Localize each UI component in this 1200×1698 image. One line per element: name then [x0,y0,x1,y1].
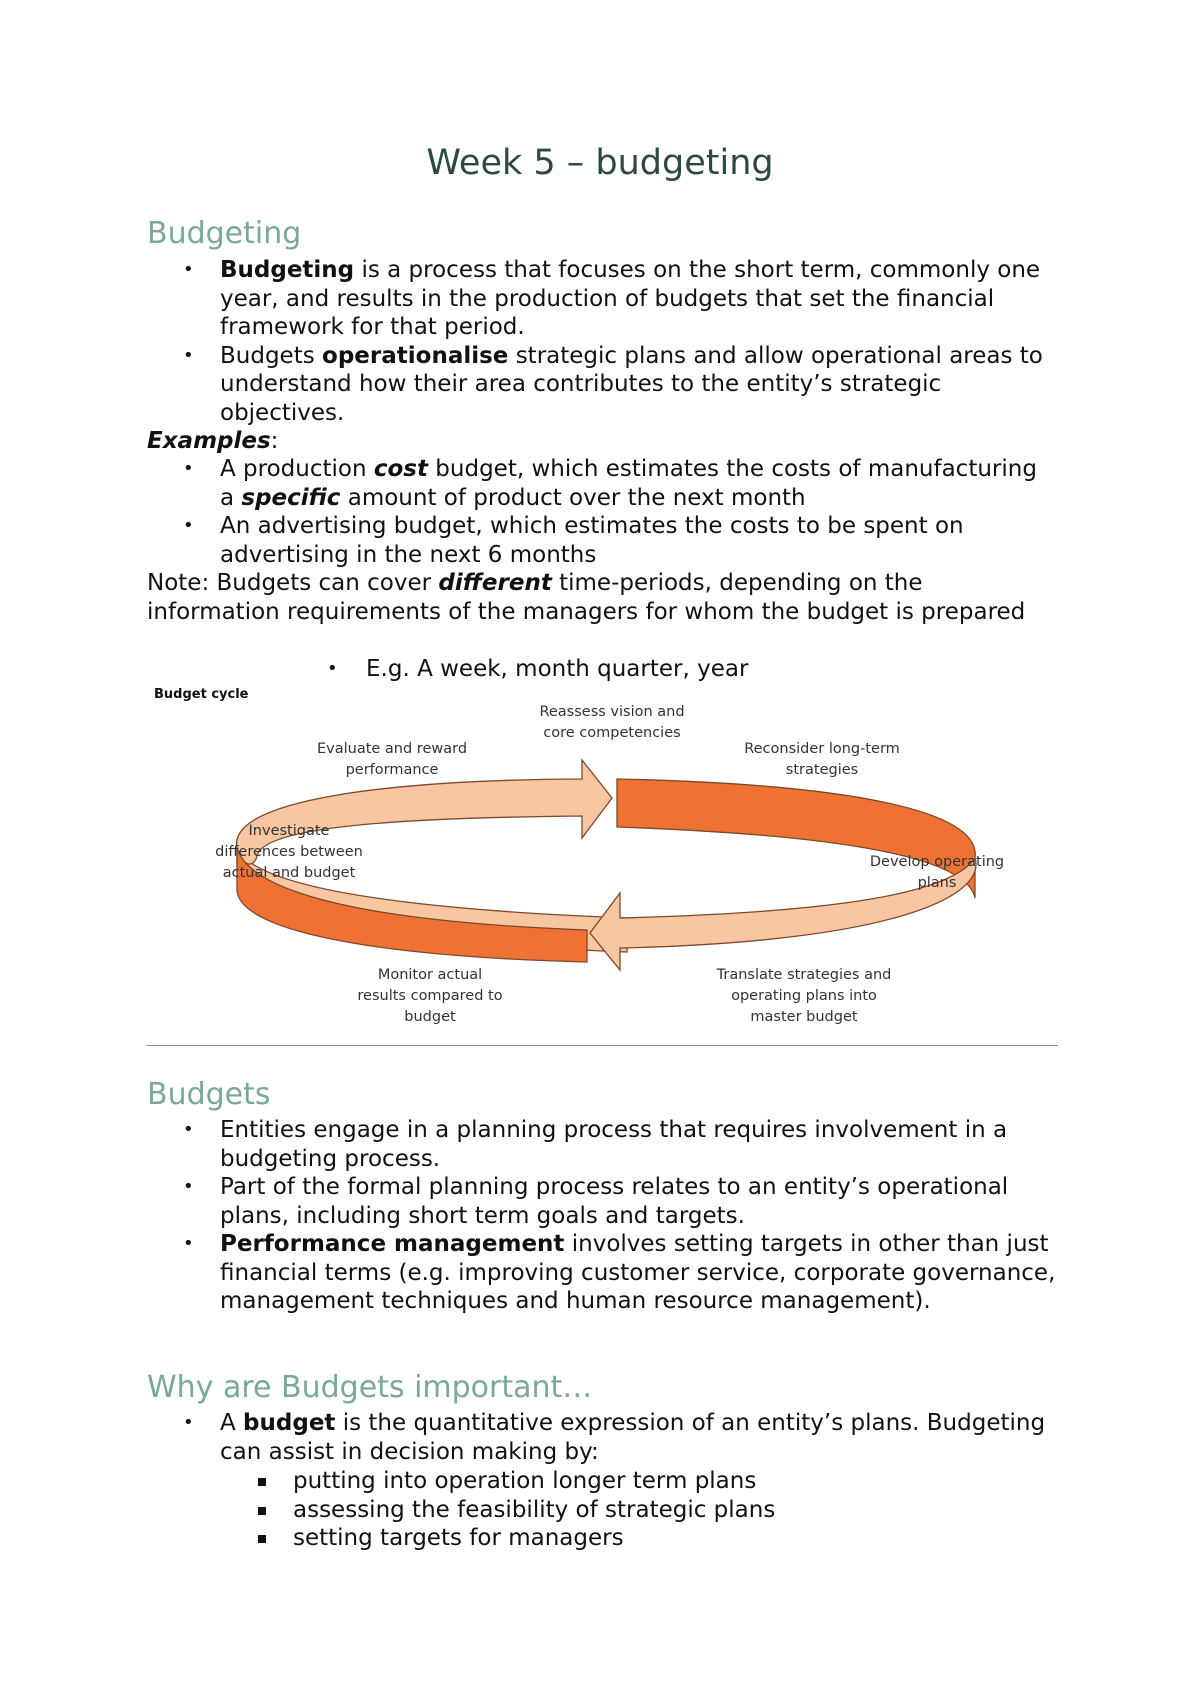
bullet-text: involves setting targets in other than just financial terms (e.g. improving customer service, corporate governance, management techniques and human resource management). [220,1231,1056,1314]
diagram-label-line: differences between [215,844,363,860]
bullet-text: is a process that focuses on the short term, commonly one year, and results in the production of budgets that set the financial framework for that period. [220,257,1041,340]
section-heading-why-important: Why are Budgets important… [147,1370,593,1405]
bold-term: Budgeting [220,257,355,283]
bold-italic-term: specific [241,484,341,511]
bold-term: budget [243,1410,336,1436]
examples-label [147,427,278,456]
page-title: Week 5 – budgeting [426,143,774,183]
diagram-label-line: results compared to [357,988,503,1004]
bold-term: Performance management [220,1231,565,1257]
budgets-bullet-list [147,1116,1067,1316]
bullet-text: Entities engage in a planning process that requires involvement in a budgeting process. [220,1117,1008,1172]
eg-text: E.g. A week, month quarter, year [366,656,749,682]
diagram-label-line: Monitor actual [377,967,483,983]
diagram-label-line: Translate strategies and [716,967,892,983]
bullet-text: An advertising budget, which estimates the costs to be spent on advertising in the next 6 months [220,513,964,568]
diagram-label-line: master budget [750,1009,858,1025]
sub-list-item: assessing the feasibility of strategic plans [147,1496,1067,1525]
diagram-label-develop [870,854,1004,891]
examples-colon: : [270,428,279,454]
bullet-text: Budgets [220,342,323,369]
diagram-label-line: actual and budget [222,865,356,881]
section-divider [147,1045,1058,1046]
diagram-label-line: performance [345,762,439,778]
diagram-label-line: Evaluate and reward [316,741,468,757]
diagram-label-monitor [357,967,502,1025]
list-item [147,1173,1067,1230]
diagram-label-evaluate [317,741,467,778]
why-sub-list [147,1467,1067,1553]
list-item [147,1116,1067,1173]
sub-list-item: setting targets for managers [147,1524,1067,1553]
bullet-text: strategic plans and allow operational areas to understand how their area contributes to the entity’s strategic objectives. [220,342,1043,426]
bullet-text: A [220,1410,244,1436]
bullet-text: is the quantitative expression of an entity’s plans. Budgeting can assist in decision making by: [220,1410,1046,1465]
diagram-label-line: budget [404,1009,456,1025]
sub-list-item: putting into operation longer term plans [147,1467,1067,1496]
diagram-label-line: Reassess vision and [539,704,685,720]
note-paragraph [147,569,1027,626]
diagram-label-line: plans [917,875,957,891]
list-item [147,455,1047,512]
bullet-text: A production [220,456,374,482]
diagram-label-line: Develop operating [869,854,1005,870]
list-item [147,342,1067,428]
note-text: Note: Budgets can cover [147,570,439,596]
bullet-text: amount of product over the next month [340,484,806,511]
diagram-label-investigate [215,823,363,881]
list-item [147,256,1067,342]
note-text: time-periods, depending on the information requirements of the managers for whom the budget is prepared [147,570,1026,625]
budget-cycle-diagram [147,680,1058,1040]
bullet-text: budget, which estimates the costs of manufacturing a [220,456,1037,511]
list-item [147,512,1047,569]
bullet-text: Part of the formal planning process relates to an entity’s operational plans, including short term goals and targets. [220,1174,1009,1229]
section-heading-budgeting: Budgeting [147,216,302,251]
diagram-label-reassess [539,704,684,741]
examples-term: Examples [147,428,271,454]
bold-italic-term: different [438,570,552,596]
examples-bullet-list [147,455,1047,569]
eg-bullet: • E.g. A week, month quarter, year [327,656,749,682]
list-item [147,1409,1067,1466]
why-bullet-list [147,1409,1067,1466]
section-heading-budgets: Budgets [147,1077,271,1112]
diagram-label-line: Investigate [248,823,330,839]
diagram-label-line: core competencies [543,725,681,741]
list-item [147,1230,1067,1316]
diagram-label-line: Reconsider long-term [744,741,900,757]
budgeting-bullet-list [147,256,1067,427]
diagram-label-reconsider [744,741,900,778]
diagram-title: Budget cycle [154,687,249,702]
bold-term: operationalise [322,342,509,369]
diagram-label-line: operating plans into [731,988,877,1004]
bold-italic-term: cost [373,456,428,482]
diagram-label-translate [716,967,892,1025]
diagram-label-line: strategies [785,762,859,778]
